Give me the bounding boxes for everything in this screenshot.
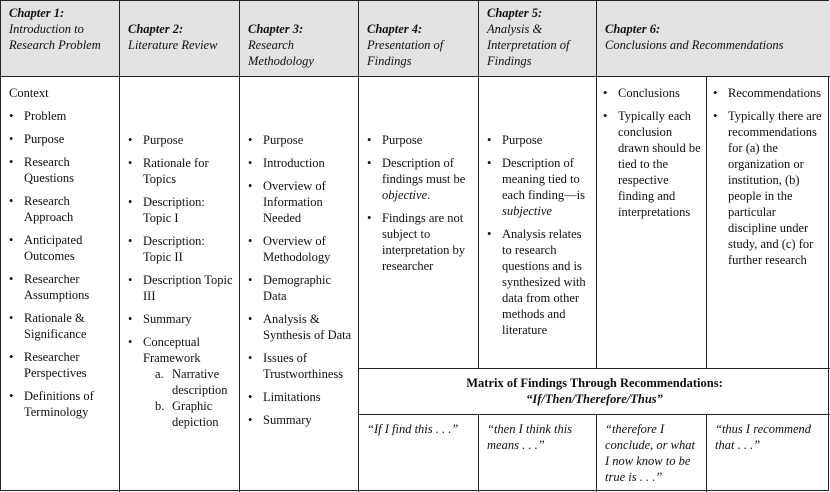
matrix-quote-therefore: “therefore I conclude, or what I now know to be true is . . .” [597, 415, 707, 492]
chapter-4-title-line-1: Presentation of [367, 38, 444, 52]
list-item: • Purpose [487, 132, 592, 148]
chapter-4-label: Chapter 4: [367, 22, 423, 36]
list-item: • Purpose [367, 132, 474, 148]
context-label: Context [9, 86, 49, 100]
list-item [128, 334, 235, 430]
objective-period: . [427, 188, 431, 202]
list-item: • Summary [128, 311, 235, 327]
list-item: • Definitions of Terminology [9, 388, 115, 420]
list-item: • Researcher Assumptions [9, 271, 115, 303]
matrix-quote-if: “If I find this . . .” [359, 415, 479, 492]
list-item: • Issues of Trustworthiness [248, 350, 354, 382]
subjective-word: subjective [502, 204, 552, 218]
chapter-6-label: Chapter 6: [605, 22, 661, 36]
subjective-description: Description of meaning tied to each finding—is [502, 156, 585, 202]
sublist-text: Graphic depiction [172, 399, 219, 429]
chapter-1-list [9, 108, 115, 420]
list-item: • Researcher Perspectives [9, 349, 115, 381]
chapter-4-list [367, 132, 474, 274]
chapter-3-label: Chapter 3: [248, 22, 304, 36]
list-item: • Research Approach [9, 193, 115, 225]
objective-word: objective [382, 188, 428, 202]
chapter-3-title-line-1: Research [248, 38, 295, 52]
chapter-2-content [120, 77, 240, 492]
list-item: • Purpose [9, 131, 115, 147]
chapter-5-title-line-2: Interpretation of [487, 38, 570, 52]
list-item: • Description Topic III [128, 272, 235, 304]
sublist-marker: a. [155, 367, 164, 381]
list-item: • Rationale for Topics [128, 155, 235, 187]
list-item: • Summary [248, 412, 354, 428]
list-item: • Problem [9, 108, 115, 124]
sublist-text: Narrative description [172, 367, 228, 397]
chapter-4-title-line-2: Findings [367, 54, 412, 68]
chapter-5-list [487, 132, 592, 338]
chapter-3-list [248, 132, 354, 428]
chapter-1-title-line-1: Introduction to [9, 22, 84, 36]
list-item: • Conclusions [603, 85, 702, 101]
list-item [487, 155, 592, 219]
header-chapter-4 [359, 1, 479, 77]
list-item: • Analysis relates to research questions and is synthesized with data from other methods and literature [487, 226, 592, 338]
matrix-quote-then: “then I think this means . . .” [479, 415, 597, 492]
list-item: • Typically there are recommendations for (a) the organization or institution, (b) people in the particular discipline under study, and (c) for further research [713, 108, 826, 268]
list-item: • Typically each conclusion drawn should be tied to the respective finding and interpretations [603, 108, 702, 220]
conclusions-list [603, 85, 702, 220]
list-item: • Research Questions [9, 154, 115, 186]
matrix-title: Matrix of Findings Through Recommendations: [466, 376, 723, 390]
list-item [367, 155, 474, 203]
header-chapter-1 [1, 1, 120, 77]
list-item: • Recommendations [713, 85, 826, 101]
matrix-subtitle: “If/Then/Therefore/Thus” [526, 392, 663, 406]
header-chapter-2 [120, 1, 240, 77]
list-item: • Anticipated Outcomes [9, 232, 115, 264]
header-chapter-6 [597, 1, 830, 77]
sublist-item [155, 398, 235, 430]
chapter-3-content [240, 77, 359, 492]
list-item: • Rationale & Significance [9, 310, 115, 342]
header-chapter-3 [240, 1, 359, 77]
matrix-header [359, 369, 830, 415]
list-item: • Limitations [248, 389, 354, 405]
recommendations-content [707, 77, 830, 369]
list-item: • Overview of Information Needed [248, 178, 354, 226]
chapter-2-title: Literature Review [128, 38, 218, 52]
sublist-item [155, 366, 235, 398]
chapter-2-list [128, 132, 235, 430]
conclusions-content [597, 77, 707, 369]
objective-description: Description of findings must be [382, 156, 466, 186]
chapter-1-label: Chapter 1: [9, 6, 65, 20]
list-item: • Purpose [128, 132, 235, 148]
chapter-5-title-line-3: Findings [487, 54, 532, 68]
list-item: • Overview of Methodology [248, 233, 354, 265]
header-chapter-5 [479, 1, 597, 77]
chapter-4-content [359, 77, 479, 369]
list-item: • Introduction [248, 155, 354, 171]
chapter-5-label: Chapter 5: [487, 6, 543, 20]
chapter-6-title: Conclusions and Recommendations [605, 38, 784, 52]
chapter-5-content [479, 77, 597, 369]
chapter-1-title-line-2: Research Problem [9, 38, 101, 52]
sublist-marker: b. [155, 399, 165, 413]
list-item: • Description: Topic II [128, 233, 235, 265]
chapter-1-content [1, 77, 120, 492]
recommendations-list [713, 85, 826, 268]
chapter-5-title-line-1: Analysis & [487, 22, 543, 36]
list-item: • Demographic Data [248, 272, 354, 304]
chapter-2-label: Chapter 2: [128, 22, 184, 36]
conceptual-framework-label: Conceptual Framework [143, 335, 201, 365]
list-item: • Findings are not subject to interpretation by researcher [367, 210, 474, 274]
list-item: • Description: Topic I [128, 194, 235, 226]
list-item: • Analysis & Synthesis of Data [248, 311, 354, 343]
list-item: • Purpose [248, 132, 354, 148]
matrix-quote-thus: “thus I recommend that . . .” [715, 422, 812, 452]
conceptual-framework-sublist [143, 366, 235, 430]
chapter-3-title-line-2: Methodology [248, 54, 314, 68]
